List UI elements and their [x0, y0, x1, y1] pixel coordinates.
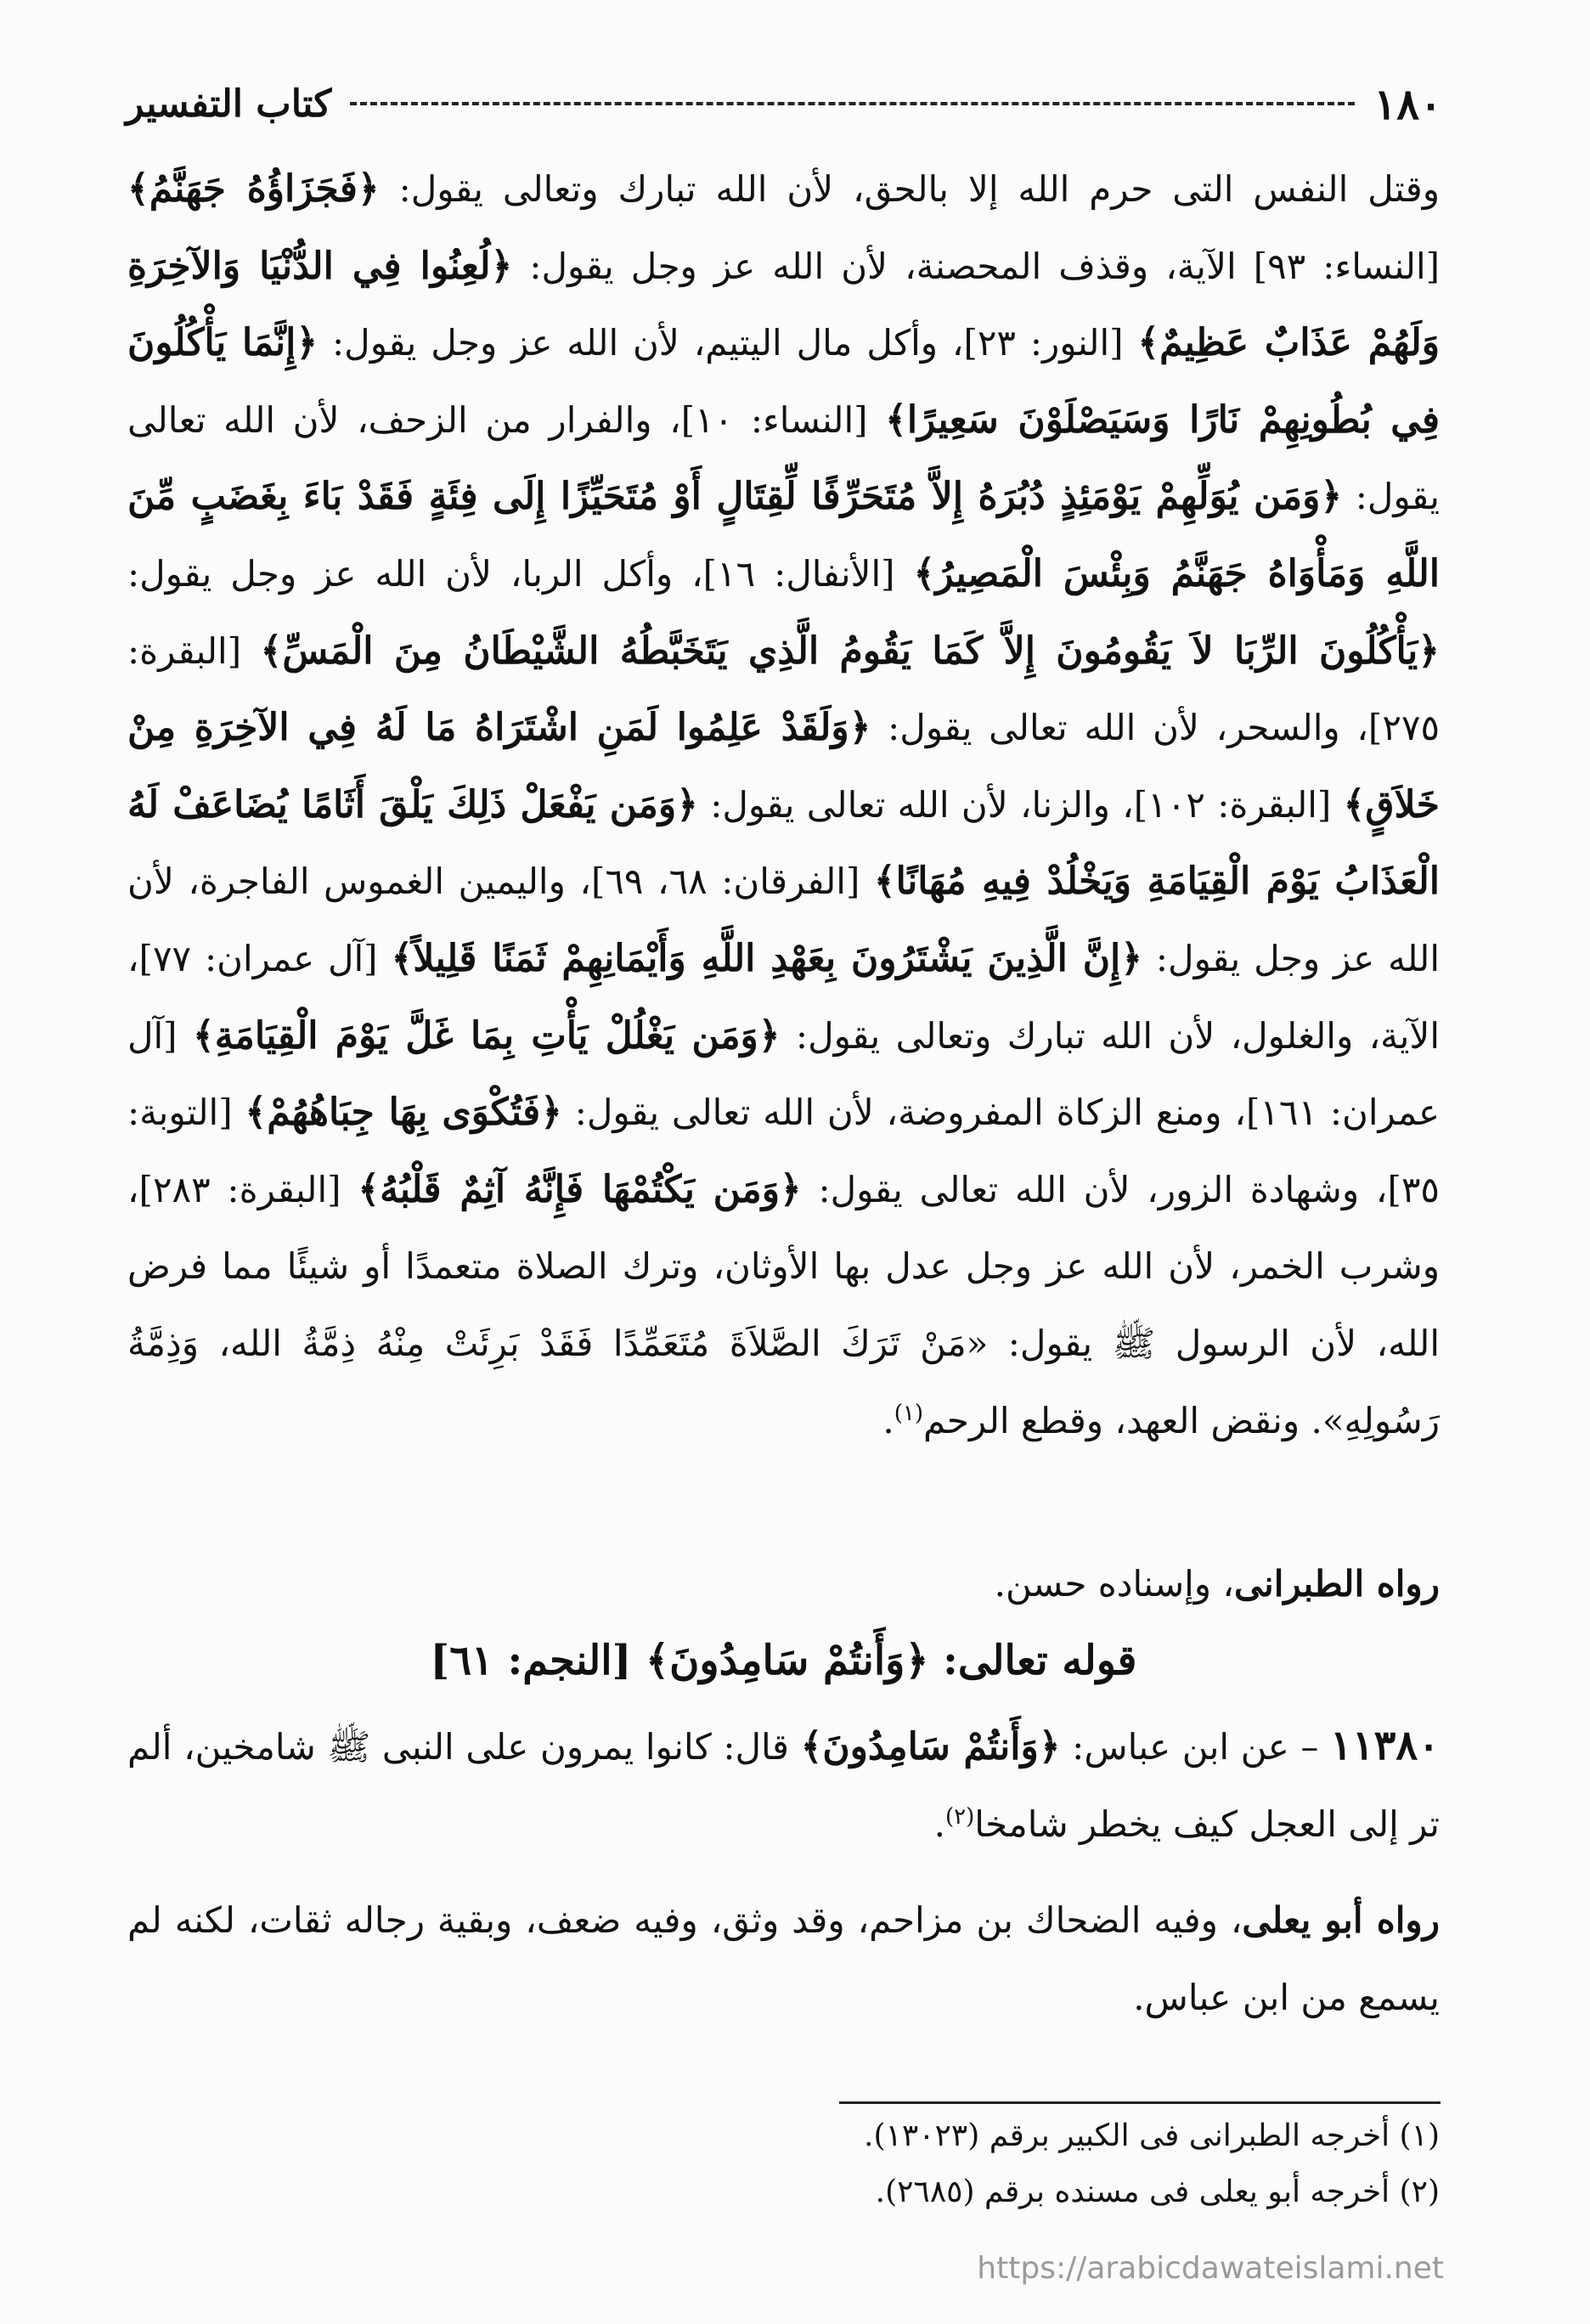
section-heading — [127, 1622, 1440, 1699]
text-segment: [البقرة: ٢٧٥]، والسحر، لأن الله تعالى يقول: — [127, 629, 1441, 749]
hadith-dash: – — [1288, 1726, 1331, 1768]
text-segment: . — [882, 1399, 894, 1441]
footnote-divider — [839, 2101, 1441, 2104]
footnote-ref-1[interactable]: (١) — [894, 1400, 923, 1426]
heading-verse: ﴿وَأَنتُمْ سَامِدُونَ﴾ — [646, 1637, 929, 1684]
hadith-text: عن ابن عباس: — [1060, 1726, 1289, 1768]
quran-verse: ﴿يَأْكُلُونَ الرِّبَا لاَ يَقُومُونَ إِلاَّ كَمَا يَقُومُ الَّذِي يَتَخَبَّطُهُ الشَّيْطَانُ مِنَ الْمَسِّ﴾ — [260, 629, 1440, 673]
text-segment: [النساء: ٩٣] الآية، وقذف المحصنة، لأن الله عز وجل يقول: — [512, 245, 1440, 287]
footnotes — [127, 2108, 1440, 2220]
narration-line — [127, 1546, 1440, 1623]
hadith-text: قال: كانوا يمرون على النبى ﷺ شامخين، ألم تر إلى العجل كيف يخطر شامخا — [127, 1726, 1440, 1845]
page-number: ١٨٠ — [1373, 78, 1442, 129]
text-segment: . — [933, 1802, 946, 1845]
quran-verse: ﴿لُعِنُوا فِي الدُّنْيَا وَالآخِرَةِ وَلَهُمْ عَذَابٌ عَظِيمٌ﴾ — [127, 244, 1440, 365]
quran-verse: ﴿وَأَنتُمْ سَامِدُونَ﴾ — [800, 1725, 1061, 1768]
quran-verse: ﴿فَتُكْوَى بِهَا جِبَاهُهُمْ﴾ — [245, 1091, 562, 1135]
narrator-name: رواه أبو يعلى — [1242, 1899, 1440, 1941]
narration-text: ، وإسناده حسن. — [994, 1563, 1234, 1605]
footnote-2: (٢) أخرجه أبو يعلى فى مسنده برقم (٢٦٨٥). — [875, 2175, 1440, 2209]
text-segment: [البقرة: ١٠٢]، والزنا، لأن الله تعالى يقول: — [697, 783, 1344, 826]
watermark-url: https://arabicdawateislami.net — [977, 2251, 1444, 2286]
hadith-paragraph — [127, 1707, 1440, 1863]
quran-verse: ﴿فَجَزَاؤُهُ جَهَنَّمُ﴾ — [127, 167, 380, 211]
text-segment: [النساء: ١٠]، والفرار من الزحف، لأن الله تعالى يقول: — [127, 398, 1440, 518]
book-title: كتاب التفسير — [126, 82, 332, 126]
quran-verse: ﴿وَمَن يُوَلِّهِمْ يَوْمَئِذٍ دُبُرَهُ إِلاَّ مُتَحَرِّفًا لِّقِتَالٍ أَوْ مُتَحَيِّزًا إِلَى فِئَةٍ فَقَدْ بَاءَ بِغَضَبٍ مِّنَ اللَّهِ وَمَأْوَاهُ جَهَنَّمُ وَبِئْسَ الْمَصِيرُ﴾ — [127, 475, 1440, 595]
heading-ref: [النجم: ٦١] — [430, 1637, 646, 1684]
header-dashed-rule — [350, 102, 1355, 105]
text-segment: [النور: ٢٣]، وأكل مال اليتيم، لأن الله عز وجل يقول: — [318, 322, 1138, 364]
text-segment: وقتل النفس التى حرم الله إلا بالحق، لأن الله تبارك وتعالى يقول: — [379, 168, 1440, 210]
heading-prefix: قوله تعالى: — [928, 1637, 1137, 1684]
quran-verse: ﴿إِنَّ الَّذِينَ يَشْتَرُونَ بِعَهْدِ اللَّهِ وَأَيْمَانِهِمْ ثَمَنًا قَلِيلاً﴾ — [391, 936, 1143, 980]
quran-verse: ﴿وَمَن يَفْعَلْ ذَلِكَ يَلْقَ أَثَامًا يُضَاعَفْ لَهُ الْعَذَابُ يَوْمَ الْقِيَامَةِ وَيَخْلُدْ فِيهِ مُهَانًا﴾ — [127, 782, 1441, 904]
quran-verse: ﴿وَمَن يَكْتُمْهَا فَإِنَّهُ آثِمٌ قَلْبُهُ﴾ — [358, 1167, 802, 1211]
quran-verse: ﴿وَلَقَدْ عَلِمُوا لَمَنِ اشْتَرَاهُ مَا لَهُ فِي الآخِرَةِ مِنْ خَلاَقٍ﴾ — [127, 706, 1440, 826]
footnote-ref-2[interactable]: (٢) — [945, 1803, 975, 1830]
text-segment: [آل عمران: ٧٧]، الآية، والغلول، لأن الله تبارك وتعالى يقول: — [127, 937, 1440, 1057]
running-header — [126, 78, 1442, 129]
text-segment: [الفرقان: ٦٨، ٦٩]، واليمين الغموس الفاجرة، لأن الله عز وجل يقول: — [127, 860, 1440, 979]
main-paragraph — [127, 151, 1440, 1459]
quran-verse: ﴿وَمَن يَغْلُلْ يَأْتِ بِمَا غَلَّ يَوْمَ الْقِيَامَةِ﴾ — [192, 1013, 781, 1058]
commentary-text: ، وفيه الضحاك بن مزاحم، وقد وثق، وفيه ضعف، وبقية رجاله ثقات، لكنه لم يسمع من ابن عباس. — [127, 1899, 1440, 2018]
commentary-paragraph — [127, 1882, 1440, 2036]
hadith-number: ١١٣٨٠ — [1330, 1722, 1440, 1769]
quran-verse: ﴿إِنَّمَا يَأْكُلُونَ فِي بُطُونِهِمْ نَارًا وَسَيَصْلَوْنَ سَعِيرًا﴾ — [127, 321, 1440, 442]
text-segment: [التوبة: ٣٥]، وشهادة الزور، لأن الله تعالى يقول: — [127, 1091, 1440, 1210]
text-segment: [آل عمران: ١٦١]، ومنع الزكاة المفروضة، لأن الله تعالى يقول: — [127, 1014, 1441, 1134]
narrator-name: رواه الطبرانى — [1234, 1563, 1440, 1605]
footnote-1: (١) أخرجه الطبرانى فى الكبير برقم (١٣٠٢٣). — [864, 2118, 1440, 2153]
text-segment: [الأنفال: ١٦]، وأكل الربا، لأن الله عز وجل يقول: — [127, 552, 914, 595]
text-segment: [البقرة: ٢٨٣]، وشرب الخمر، لأن الله عز وجل عدل بها الأوثان، وترك الصلاة متعمدًا أو شيئًا مما فرض الله، لأن الرسول ﷺ يقول: «مَنْ تَرَكَ الصَّلاَةَ مُتَعَمِّدًا فَقَدْ بَرِئَتْ مِنْهُ ذِمَّةُ الله، وَذِمَّةُ رَسُولِهِ». ونقض العهد، وقطع الرحم — [127, 1168, 1440, 1441]
